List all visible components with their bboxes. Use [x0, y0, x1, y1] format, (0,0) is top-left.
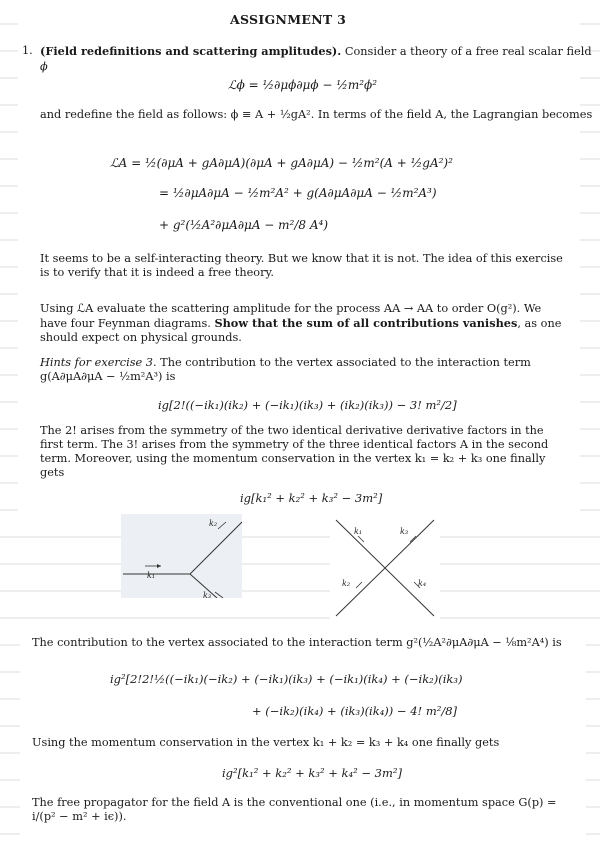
problem-intro-text: Consider a theory of a free real scalar field [344, 45, 592, 58]
item-number: 1. [22, 44, 33, 57]
diagram4-label-k3: k₃ [400, 527, 409, 536]
problem-heading: (Field redefinitions and scattering amplitudes). [40, 44, 342, 58]
three-point-vertex-diagram [121, 514, 242, 598]
self-interacting-text: It seems to be a self-interacting theory. But we know that it is not. The idea of this exercise is to verify that it is indeed a free theory. [40, 252, 563, 279]
vertex4-line1: ig²[2!2!½((−ik₁)(−ik₂) + (−ik₁)(ik₃) + (−ik₁)(ik₄) + (−ik₂)(ik₃) [110, 672, 463, 686]
lagrangian-A-line1: ℒA = ½(∂μA + gA∂μA)(∂μA + gA∂μA) − ½m²(A + ½gA²)² [110, 156, 453, 170]
vertex4-line2: + (−ik₂)(ik₄) + (ik₃)(ik₄)) − 4! m²/8] [252, 704, 458, 718]
assignment-page [18, 0, 593, 516]
vertex4-final: ig²[k₁² + k₂² + k₃² + k₄² − 3m²] [222, 766, 402, 780]
contrib4-text: The contribution to the vertex associated to the interaction term g²(½A²∂μA∂μA − ⅛m²A⁴) is [32, 636, 562, 649]
diagram4-background [330, 512, 440, 620]
assignment-page-continued [20, 620, 586, 848]
lagrangian-A-line3: + g²(½A²∂μA∂μA − m²/8 A⁴) [159, 218, 329, 232]
hints-text: The contribution to the vertex associated to the interaction term g(A∂μA∂μA − ½m²A³) is [40, 356, 531, 383]
assignment-title: ASSIGNMENT 3 [230, 12, 347, 27]
hints-label: Hints for exercise 3. [40, 356, 157, 369]
lagrangian-A-line2: = ½∂μA∂μA − ½m²A² + g(A∂μA∂μA − ½m²A³) [159, 186, 437, 200]
using-text-b: , as one should expect on physical grounds. [40, 317, 562, 344]
problem-intro [40, 44, 592, 59]
diagram4-label-k1: k₁ [354, 527, 363, 536]
redefine-text: and redefine the field as follows: ϕ ≡ A + ½gA². In terms of the field A, the Lagrangian becomes [40, 108, 593, 121]
using-text-a: Using ℒA evaluate the scattering amplitude for the process AA → AA to order O(g²). We have four Feynman diagrams. [40, 302, 542, 330]
field-symbol: ϕ [40, 60, 48, 73]
using-text-bold: Show that the sum of all contributions vanishes [214, 316, 518, 330]
diagram4-label-k4: k₄ [418, 579, 427, 588]
propagator-text: The free propagator for the field A is the conventional one (i.e., in momentum space G(p) = i/(p² − m² + iϵ)). [32, 796, 557, 823]
diagram3-background [121, 514, 242, 598]
lagrangian-phi: ℒϕ = ½∂μϕ∂μϕ − ½m²ϕ² [228, 78, 377, 92]
diagram3-label-k1: k₁ [147, 571, 156, 580]
diagram4-label-k2: k₂ [342, 579, 351, 588]
four-point-vertex-diagram [330, 512, 440, 620]
diagram3-label-k2: k₂ [209, 519, 218, 528]
momentum4-text: Using the momentum conservation in the vertex k₁ + k₂ = k₃ + k₄ one finally gets [32, 736, 500, 749]
vertex3-formula: ig[2!((−ik₁)(ik₂) + (−ik₁)(ik₃) + (ik₂)(ik₃)) − 3! m²/2] [158, 398, 457, 412]
using-paragraph [40, 302, 570, 345]
diagram3-label-k3: k₃ [203, 591, 212, 598]
symmetry-text: The 2! arises from the symmetry of the two identical derivative derivative factors in the first term. The 3! arises from the symmetry of the three identical factors A in the second term. Moreover, using the momentum conservation in the vertex k₁ = k₂ + k₃ one finally gets [40, 424, 549, 479]
vertex3-final: ig[k₁² + k₂² + k₃² − 3m²] [240, 491, 383, 505]
hints-paragraph [40, 356, 570, 384]
